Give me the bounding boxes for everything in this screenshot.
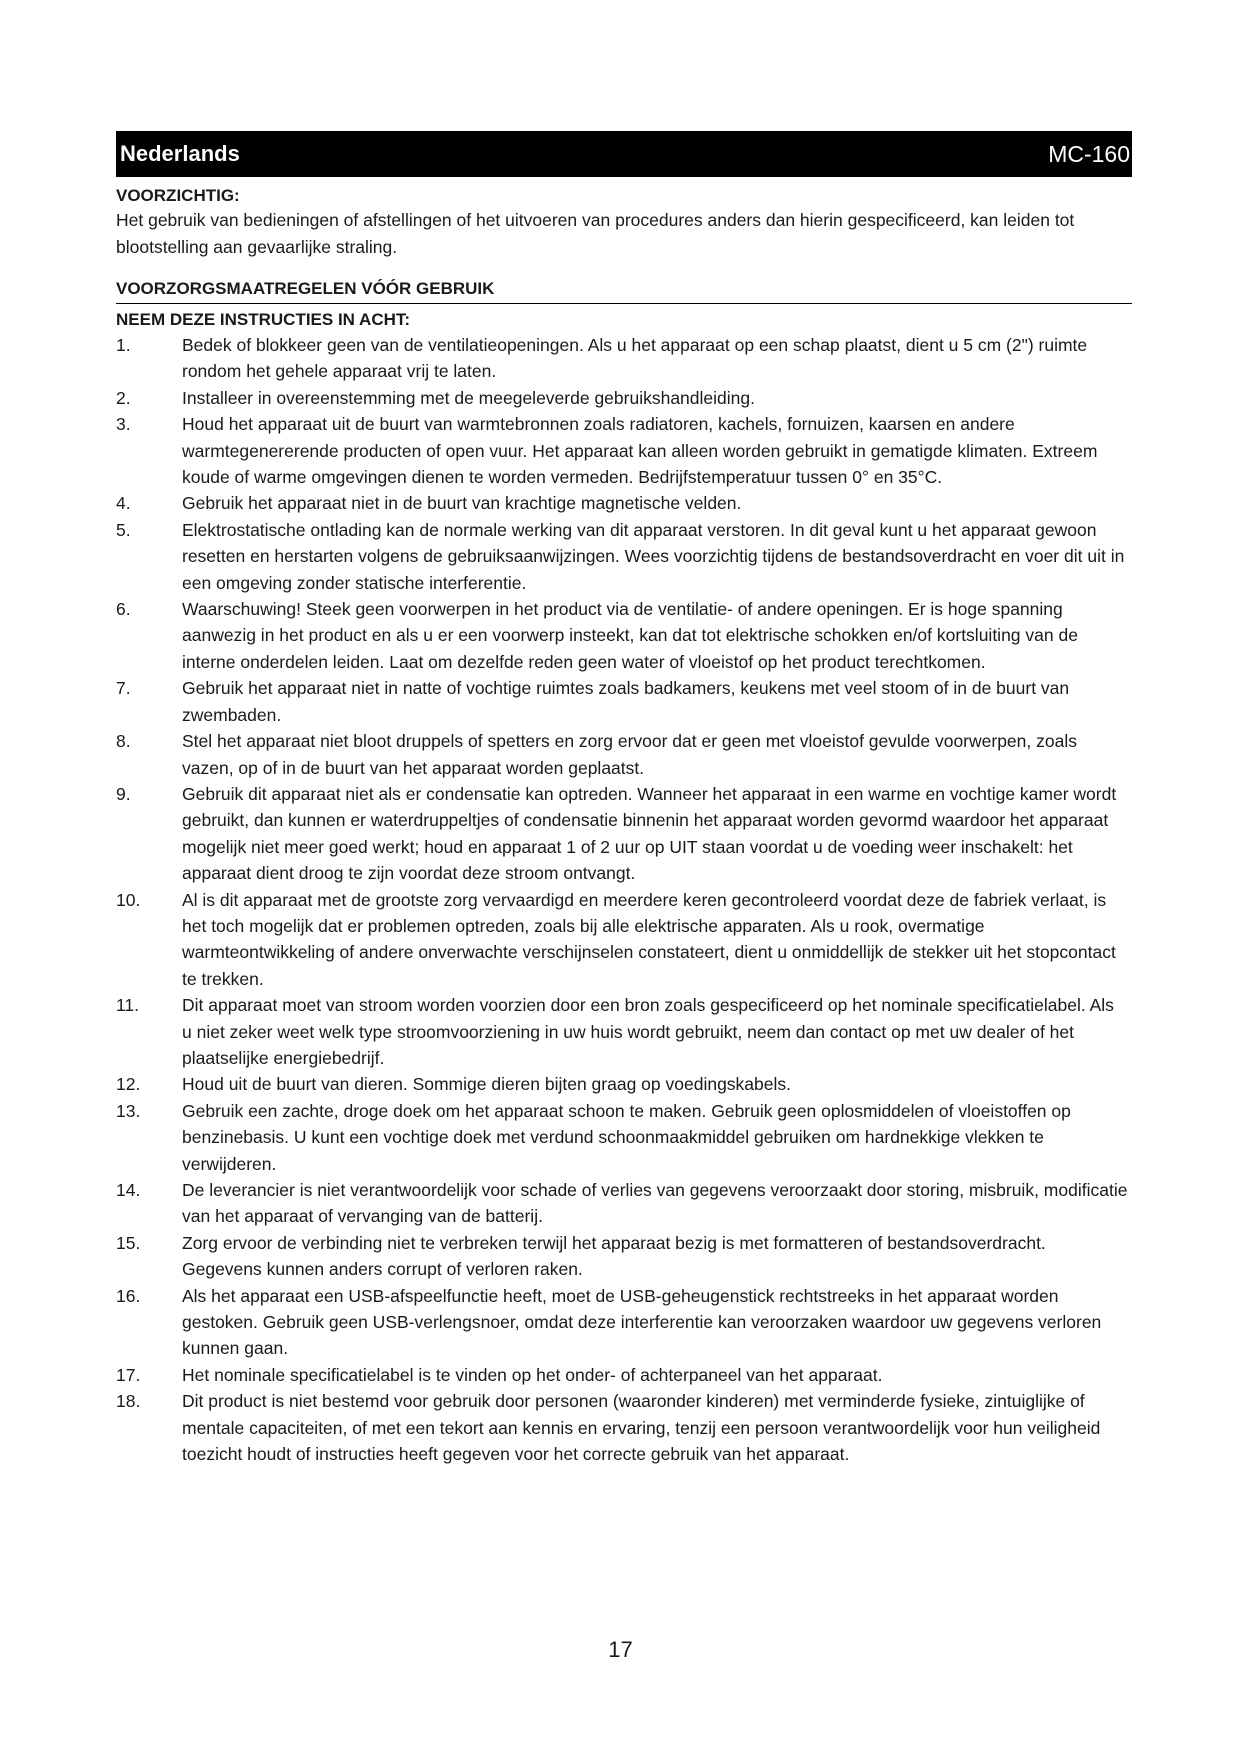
item-text: Gebruik het apparaat niet in natte of vochtige ruimtes zoals badkamers, keukens met veel stoom of in de buurt van zwembaden. — [182, 678, 1070, 725]
title-bar — [116, 131, 1132, 177]
list-item — [116, 1362, 1132, 1388]
list-item — [116, 1071, 1132, 1097]
list-item — [116, 1388, 1132, 1467]
item-number: 11. — [116, 995, 140, 1016]
list-item — [116, 728, 1132, 781]
item-text: Het nominale specificatielabel is te vinden op het onder- of achterpaneel van het apparaat. — [182, 1364, 883, 1385]
list-item — [116, 887, 1132, 993]
item-number: 13. — [116, 1100, 141, 1121]
model-number: MC-160 — [1048, 140, 1130, 167]
list-item — [116, 517, 1132, 596]
caution-heading: VOORZICHTIG: — [116, 186, 240, 205]
item-text: Dit apparaat moet van stroom worden voorzien door een bron zoals gespecificeerd op het nominale specificatielabel. Als u niet zeker weet welk type stroomvoorziening in uw huis wordt gebruikt, neem dan contact op met uw dealer of het plaatselijke energiebedrijf. — [182, 995, 1114, 1068]
list-item — [116, 1283, 1132, 1362]
list-item — [116, 1230, 1132, 1283]
item-text: Gebruik het apparaat niet in de buurt van krachtige magnetische velden. — [182, 493, 742, 514]
page-number: 17 — [608, 1637, 633, 1662]
item-text: Dit product is niet bestemd voor gebruik door personen (waaronder kinderen) met verminderde fysieke, zintuiglijke of mentale capaciteiten, of met een tekort aan kennis en ervaring, tenzij een persoon verantwoordelijk voor hun veiligheid toezicht houdt of instructies heeft gegeven voor het correcte gebruik van het apparaat. — [182, 1391, 1101, 1465]
item-number: 7. — [116, 678, 131, 699]
item-text: Houd het apparaat uit de buurt van warmtebronnen zoals radiatoren, kachels, fornuizen, kaarsen en andere warmtegenererende producten of open vuur. Het apparaat kan alleen worden gebruikt in gematigde klimaten. Extreem koude of warme omgevingen dienen te worden vermeden. Bedrijfstemperatuur tussen 0° en 35°C. — [182, 414, 1098, 488]
list-item — [116, 385, 1132, 411]
item-number: 16. — [116, 1285, 141, 1306]
item-number: 18. — [116, 1391, 141, 1412]
item-number: 2. — [116, 387, 131, 408]
precautions-subheading: NEEM DEZE INSTRUCTIES IN ACHT: — [116, 310, 411, 329]
item-text: Zorg ervoor de verbinding niet te verbreken terwijl het apparaat bezig is met formatteren of bestandsoverdracht. Gegevens kunnen anders corrupt of verloren raken. — [182, 1232, 1046, 1280]
item-number: 10. — [116, 889, 141, 910]
item-number: 12. — [116, 1074, 141, 1095]
list-item — [116, 332, 1132, 385]
language-title: Nederlands — [120, 141, 240, 166]
precautions-list — [116, 332, 1132, 1467]
list-item — [116, 490, 1132, 516]
item-text: Houd uit de buurt van dieren. Sommige dieren bijten graag op voedingskabels. — [182, 1074, 791, 1095]
item-number: 5. — [116, 519, 131, 540]
item-text: Installeer in overeenstemming met de meegeleverde gebruikshandleiding. — [182, 387, 755, 408]
item-text: Gebruik een zachte, droge doek om het apparaat schoon te maken. Gebruik geen oplosmiddelen of vloeistoffen op benzinebasis. U kunt een vochtige doek met verdund schoonmaakmiddel gebruiken om hardnekkige vlekken te verwijderen. — [182, 1100, 1071, 1174]
list-item — [116, 675, 1132, 728]
list-item — [116, 1098, 1132, 1177]
manual-page — [116, 131, 1132, 1467]
item-text: Gebruik dit apparaat niet als er condensatie kan optreden. Wanneer het apparaat in een warme en vochtige kamer wordt gebruikt, dan kunnen er waterdruppeltjes of condensatie binnenin het apparaat worden gevormd waardoor het apparaat mogelijk niet meer goed werkt; houd en apparaat 1 of 2 uur op UIT staan voordat u de voeding weer inschakelt: het apparaat dient droog te zijn voordat deze stroom ontvangt. — [182, 783, 1117, 884]
caution-text: Het gebruik van bedieningen of afstellingen of het uitvoeren van procedures anders dan hierin gespecificeerd, kan leiden tot blootstelling aan gevaarlijke straling. — [116, 210, 1075, 257]
list-item — [116, 596, 1132, 675]
item-number: 14. — [116, 1180, 141, 1200]
precautions-heading: VOORZORGSMAATREGELEN VÓÓR GEBRUIK — [116, 277, 1132, 304]
item-number: 1. — [116, 335, 131, 355]
item-number: 6. — [116, 599, 131, 620]
list-item — [116, 1177, 1132, 1230]
list-item — [116, 411, 1132, 490]
item-number: 3. — [116, 414, 131, 435]
item-text: Bedek of blokkeer geen van de ventilatieopeningen. Als u het apparaat op een schap plaatst, dient u 5 cm (2") ruimte rondom het gehele apparaat vrij te laten. — [182, 335, 1088, 382]
item-text: Stel het apparaat niet bloot druppels of spetters en zorg ervoor dat er geen met vloeistof gevulde voorwerpen, zoals vazen, op of in de buurt van het apparaat worden geplaatst. — [182, 731, 1077, 778]
item-text: Als het apparaat een USB-afspeelfunctie heeft, moet de USB-geheugenstick rechtstreeks in het apparaat worden gestoken. Gebruik geen USB-verlengsnoer, omdat deze interferentie kan veroorzaken waardoor uw gegevens verloren kunnen gaan. — [182, 1285, 1102, 1359]
item-text: Waarschuwing! Steek geen voorwerpen in het product via de ventilatie- of andere openingen. Er is hoge spanning aanwezig in het product en als u er een voorwerp insteekt, kan dat tot elektrische schokken en/of kortsluiting van de interne onderdelen leiden. Laat om dezelfde reden geen water of vloeistof op het product terechtkomen. — [182, 599, 1078, 672]
item-text: Al is dit apparaat met de grootste zorg vervaardigd en meerdere keren gecontroleerd voordat deze de fabriek verlaat, is het toch mogelijk dat er problemen optreden, zoals bij alle elektrische apparaten. Als u rook, overmatige warmteontwikkeling of andere onverwachte verschijnselen constateert, dient u onmiddellijk de stekker uit het stopcontact te trekken. — [182, 889, 1116, 989]
item-number: 8. — [116, 731, 131, 752]
list-item — [116, 992, 1132, 1071]
list-item — [116, 781, 1132, 887]
item-text: Elektrostatische ontlading kan de normale werking van dit apparaat verstoren. In dit geval kunt u het apparaat gewoon resetten en herstarten volgens de gebruiksaanwijzingen. Wees voorzichtig tijdens de bestandsoverdracht en voer dit uit in een omgeving zonder statische interferentie. — [182, 519, 1125, 593]
item-number: 17. — [116, 1364, 141, 1385]
item-number: 9. — [116, 783, 131, 804]
item-number: 4. — [116, 493, 131, 514]
item-number: 15. — [116, 1232, 141, 1253]
item-text: De leverancier is niet verantwoordelijk voor schade of verlies van gegevens veroorzaakt door storing, misbruik, modificatie van het apparaat of vervanging van de batterij. — [182, 1180, 1128, 1227]
